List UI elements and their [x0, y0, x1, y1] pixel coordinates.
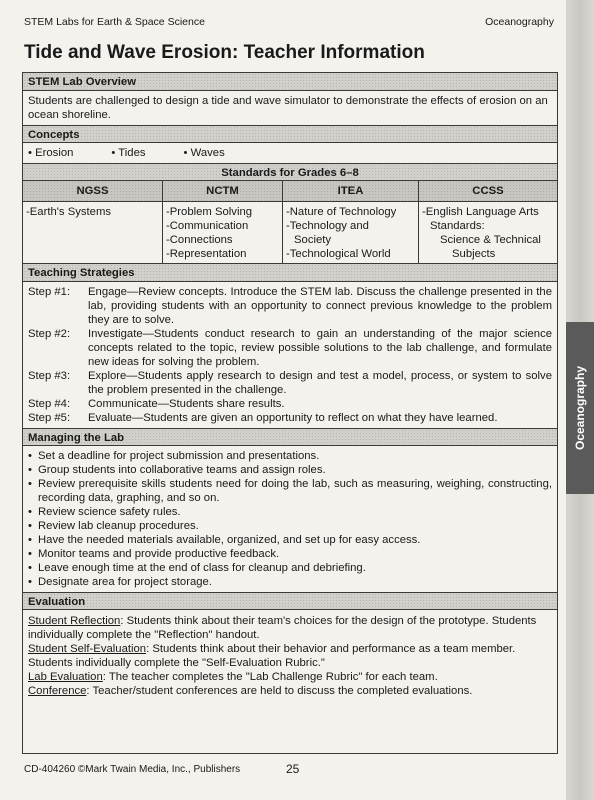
- step-label: Step #4:: [28, 398, 71, 410]
- managing-list: [23, 446, 557, 592]
- standards-col-ngss: NGSS: [23, 181, 163, 201]
- eval-lab: Lab Evaluation: The teacher completes the "Lab Challenge Rubric" for each team.: [28, 671, 438, 683]
- nctm-item: -Problem Solving: [166, 206, 253, 218]
- step-row: [28, 397, 552, 411]
- standards-col-nctm: NCTM: [163, 181, 283, 201]
- step-label: Step #5:: [28, 412, 71, 424]
- list-item: • Review science safety rules.: [28, 506, 181, 518]
- managing-heading: Managing the Lab: [23, 428, 557, 446]
- itea-item: Society: [294, 234, 332, 246]
- book-title: STEM Labs for Earth & Space Science: [24, 16, 205, 28]
- teaching-heading: Teaching Strategies: [23, 264, 557, 282]
- step-row: [28, 369, 552, 397]
- step-text: Explore—Students apply research to design and test a model, process, or system to solve the problem presented in the challenge.: [88, 370, 552, 396]
- standards-heading: Standards for Grades 6–8: [23, 163, 557, 181]
- evaluation-text: [23, 610, 557, 702]
- step-label: Step #3:: [28, 370, 71, 382]
- ccss-item: Science & Technical: [440, 234, 541, 246]
- nctm-item: -Representation: [166, 248, 247, 260]
- step-text: Investigate—Students conduct research to gain an understanding of the major science concepts related to the topic, review possible solutions to the lab challenge, and formulate new ideas for solving the problem.: [88, 328, 552, 368]
- overview-heading: STEM Lab Overview: [23, 73, 557, 91]
- page-title: Tide and Wave Erosion: Teacher Information: [24, 42, 425, 63]
- list-item: • Monitor teams and provide productive feedback.: [28, 548, 280, 560]
- eval-reflection: Student Reflection: Students think about their team's choices for the design of the prototype. Students individually complete the "Reflection" handout.: [28, 615, 537, 641]
- standards-col-itea: ITEA: [283, 181, 419, 201]
- itea-cell: [283, 202, 419, 264]
- ngss-item: -Earth's Systems: [26, 206, 112, 218]
- ngss-cell: [23, 202, 163, 264]
- page-number: 25: [286, 762, 300, 776]
- ccss-item: Standards:: [430, 220, 485, 232]
- concept-item: • Erosion: [28, 147, 74, 159]
- chapter-tab-label: Oceanography: [573, 365, 587, 451]
- nctm-item: -Communication: [166, 220, 249, 232]
- running-head: [24, 16, 554, 28]
- itea-item: -Technological World: [286, 248, 391, 260]
- step-row: [28, 411, 552, 425]
- list-item: • Review lab cleanup procedures.: [28, 520, 199, 532]
- step-row: [28, 327, 552, 369]
- step-label: Step #1:: [28, 286, 71, 298]
- step-text: Evaluate—Students are given an opportunity to reflect on what they have learned.: [88, 412, 498, 424]
- list-item: • Group students into collaborative teams and assign roles.: [28, 464, 326, 476]
- step-row: [28, 285, 552, 327]
- concepts-heading: Concepts: [23, 125, 557, 143]
- eval-conference: Conference: Teacher/student conferences are held to discuss the completed evaluations.: [28, 685, 473, 697]
- teacher-info-box: [22, 72, 558, 754]
- section-name: Oceanography: [485, 16, 554, 28]
- step-label: Step #2:: [28, 328, 71, 340]
- evaluation-heading: Evaluation: [23, 592, 557, 610]
- itea-item: -Nature of Technology: [286, 206, 397, 218]
- concept-item: • Tides: [111, 147, 146, 159]
- eval-self: Student Self-Evaluation: Students think about their behavior and performance as a team member. Students individually complete the "Self-Evaluation Rubric.": [28, 643, 516, 669]
- itea-item: -Technology and: [286, 220, 369, 232]
- ccss-cell: [419, 202, 557, 264]
- nctm-item: -Connections: [166, 234, 233, 246]
- list-item: • Designate area for project storage.: [28, 576, 212, 588]
- list-item: • Review prerequisite skills students need for doing the lab, such as measuring, weighing, constructing, recording data, graphing, and so on.: [28, 478, 552, 504]
- step-text: Engage—Review concepts. Introduce the STEM lab. Discuss the challenge presented in the lab, providing students with an opportunity to connect previous knowledge to the problem they are to solve.: [88, 286, 552, 326]
- standards-col-ccss: CCSS: [472, 185, 504, 197]
- ccss-item: -English Language Arts: [422, 206, 539, 218]
- ccss-item: Subjects: [452, 248, 496, 260]
- standards-body-row: [23, 202, 557, 264]
- overview-text: Students are challenged to design a tide and wave simulator to demonstrate the effects of erosion on an ocean shoreline.: [28, 95, 548, 121]
- page-footer: [24, 764, 554, 775]
- concept-item: • Waves: [183, 147, 225, 159]
- list-item: • Have the needed materials available, organized, and set up for easy access.: [28, 534, 421, 546]
- list-item: • Leave enough time at the end of class for cleanup and debriefing.: [28, 562, 366, 574]
- nctm-cell: [163, 202, 283, 264]
- footer-code: CD-404260 ©Mark Twain Media, Inc., Publishers: [24, 764, 241, 775]
- concepts-list: [23, 143, 557, 163]
- list-item: • Set a deadline for project submission and presentations.: [28, 450, 320, 462]
- teaching-steps: [23, 282, 557, 428]
- standards-header-row: [23, 181, 557, 202]
- chapter-tab: [566, 322, 594, 494]
- step-text: Communicate—Students share results.: [88, 398, 285, 410]
